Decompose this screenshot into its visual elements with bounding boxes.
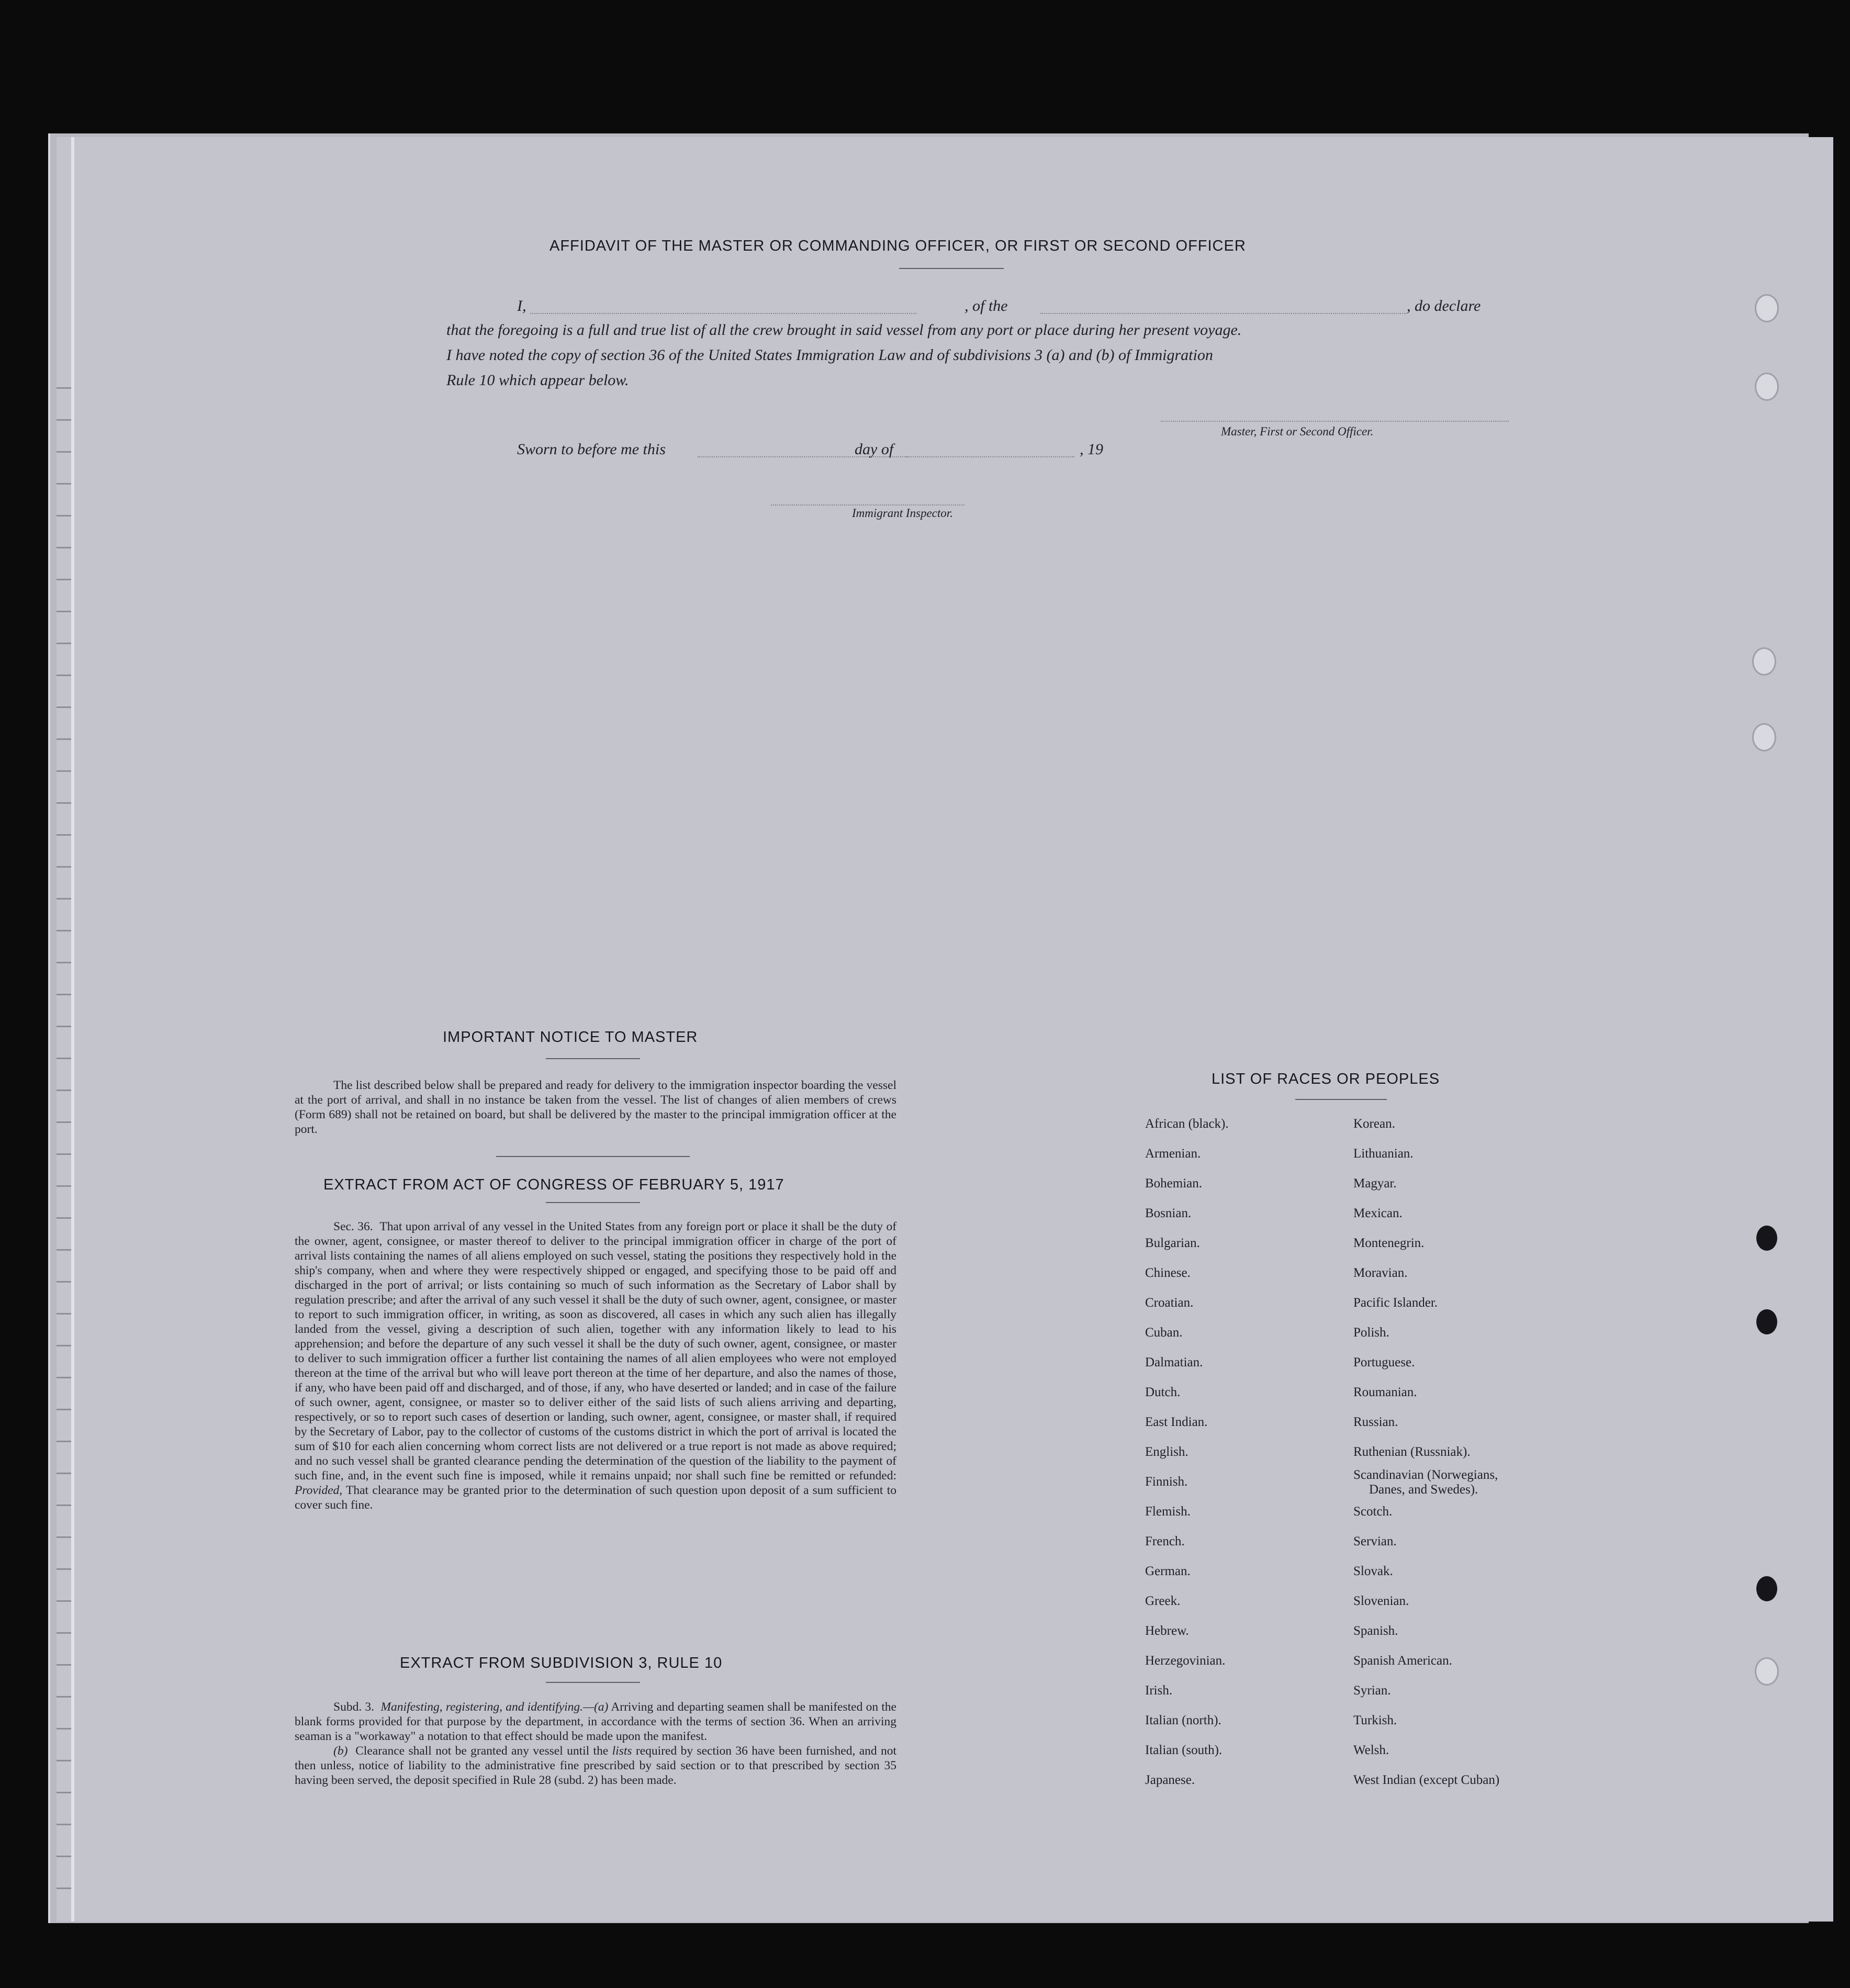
race-item: Turkish. (1353, 1713, 1397, 1727)
day-of-text: day of (855, 441, 894, 458)
act-rule (546, 1202, 640, 1203)
rule-subd-heading: Manifesting, registering, and identifying.—(a) (380, 1700, 609, 1714)
race-item: Russian. (1353, 1415, 1398, 1429)
punch-hole (1752, 723, 1776, 751)
rule-lists-word: lists (612, 1744, 632, 1758)
sworn-month-blank[interactable] (907, 455, 1074, 457)
race-item: Bulgarian. (1145, 1236, 1200, 1250)
race-item: Polish. (1353, 1326, 1389, 1340)
affidavit-title: AFFIDAVIT OF THE MASTER OR COMMANDING OFFICER, OR FIRST OR SECOND OFFICER (550, 238, 1246, 254)
race-item: Syrian. (1353, 1683, 1391, 1698)
race-item: Welsh. (1353, 1743, 1389, 1757)
act-title: EXTRACT FROM ACT OF CONGRESS OF FEBRUARY 5, 1917 (323, 1176, 784, 1193)
race-item: Dalmatian. (1145, 1355, 1203, 1369)
race-item: Portuguese. (1353, 1355, 1415, 1369)
affidavit-declare: , do declare (1407, 297, 1481, 315)
race-item: French. (1145, 1534, 1185, 1548)
year-prefix: , 19 (1080, 441, 1103, 458)
affidavit-line-4: Rule 10 which appear below. (446, 372, 629, 389)
affidavit-line-3: I have noted the copy of section 36 of the United States Immigration Law and of subdivisions 3 (a) and (b) of Immigration (446, 346, 1213, 364)
act-provided: Provided, (295, 1484, 343, 1497)
notice-rule (546, 1058, 640, 1059)
affidavit-i: I, (517, 297, 526, 315)
vessel-blank[interactable] (1040, 312, 1407, 314)
act-body: That upon arrival of any vessel in the United States from any foreign port or place it shall be the duty of the owner, agent, consignee, or master thereof to deliver to the principal immigration officer in charge of the port of arrival lists containing the names of all aliens employed on such vessel, stating the positions they respectively hold in the ship's company, when and where they were respectively shipped or engaged, and specifying those to be paid off and discharged in the port of arrival; or lists containing so much of such information as the Secretary of Labor shall by regulation prescribe; and after the arrival of any such vessel it shall be the duty of such owner, agent, consignee, or master to report to such immigration officer, in writing, as soon as discovered, all cases in which any such alien has illegally landed from the vessel, giving a description of such alien, together with any information likely to lead to his apprehension; and before the departure of any such vessel it shall be the duty of such owner, agent, consignee, or master to deliver to such immigration officer a further list containing the names of all alien employees who were not employed thereon at the time of the arrival but who will leave port thereon at the time of her departure, and also the names of those, if any, who have been paid off and discharged, and of those, if any, who have deserted or landed; and in case of the failure of such owner, agent, consignee, or master so to deliver either of the said lists of such aliens arriving and departing, respectively, or so to report such cases of desertion or landing, such owner, agent, consignee, or master shall, if required by the Secretary of Labor, pay to the collector of customs of the customs district in which the port of arrival is located the sum of $10 for each alien concerning whom correct lists are not delivered or a true report is not made as above required; and no such vessel shall be granted clearance pending the determination of the question of the liability to the payment of such fine, and, in the event such fine is imposed, while it remains unpaid; nor shall such fine be remitted or refunded: (295, 1220, 897, 1482)
race-item: East Indian. (1145, 1415, 1208, 1429)
race-item: Italian (south). (1145, 1743, 1223, 1757)
race-item: Herzegovinian. (1145, 1654, 1226, 1668)
rule-text-b2: required by section 36 have been furnished, and not then unless, notice of liability to the administrative fine prescribed by said section or to that prescribed by section 35 having been served, the deposit specified in Rule 28 (subd. 2) has been made. (295, 1744, 897, 1787)
race-item: Lithuanian. (1353, 1147, 1414, 1161)
master-signature-label: Master, First or Second Officer. (1221, 425, 1374, 438)
race-item: Ruthenian (Russniak). (1353, 1445, 1471, 1459)
races-title: LIST OF RACES OR PEOPLES (1212, 1071, 1440, 1087)
ledger-edge-lines (57, 357, 71, 1916)
act-section-label: Sec. 36. (333, 1220, 373, 1233)
title-rule (899, 268, 1004, 269)
punch-hole (1755, 373, 1779, 401)
race-item: Scandinavian (Norwegians, (1353, 1468, 1498, 1482)
race-item: Italian (north). (1145, 1713, 1221, 1727)
punch-hole (1756, 1309, 1777, 1334)
notice-title: IMPORTANT NOTICE TO MASTER (443, 1029, 698, 1046)
rule-text (295, 1700, 896, 1788)
race-item: Servian. (1353, 1534, 1397, 1548)
page-edge (71, 137, 74, 1922)
races-rule (1295, 1099, 1387, 1100)
race-item: Greek. (1145, 1594, 1181, 1608)
section-divider (496, 1156, 690, 1157)
race-item: Croatian. (1145, 1296, 1194, 1310)
race-item: Hebrew. (1145, 1624, 1189, 1638)
race-item: Montenegrin. (1353, 1236, 1425, 1250)
rule-text-b1: Clearance shall not be granted any vessel until the (355, 1744, 609, 1758)
race-item: Korean. (1353, 1117, 1395, 1131)
inspector-label: Immigrant Inspector. (852, 507, 953, 520)
race-item: Dutch. (1145, 1385, 1181, 1399)
race-item: Magyar. (1353, 1176, 1397, 1190)
punch-hole (1755, 1657, 1779, 1686)
rule-b-label: (b) (333, 1744, 348, 1758)
race-item: West Indian (except Cuban) (1353, 1773, 1500, 1787)
race-item: Irish. (1145, 1683, 1173, 1698)
inspector-signature-blank[interactable] (771, 503, 965, 506)
punch-hole (1756, 1226, 1777, 1251)
affidavit-of-the: , of the (965, 297, 1008, 315)
race-item: Pacific Islander. (1353, 1296, 1438, 1310)
race-item: Spanish. (1353, 1624, 1398, 1638)
rule-subd-label: Subd. 3. (333, 1700, 375, 1714)
sworn-text: Sworn to before me this (517, 441, 666, 458)
race-item: Armenian. (1145, 1147, 1201, 1161)
master-signature-blank[interactable] (1161, 420, 1509, 422)
race-item: English. (1145, 1445, 1189, 1459)
race-item: Cuban. (1145, 1326, 1183, 1340)
act-text (295, 1219, 896, 1512)
affidavit-line-2: that the foregoing is a full and true list of all the crew brought in said vessel from any port or place during her present voyage. (446, 321, 1242, 339)
race-item: Bohemian. (1145, 1176, 1203, 1190)
race-item: Mexican. (1353, 1206, 1403, 1220)
notice-text: The list described below shall be prepared and ready for delivery to the immigration inspector boarding the vessel at the port of arrival, and shall in no instance be taken from the vessel. The list of changes of alien members of crews (Form 689) shall not be retained on board, but shall be delivered by the master to the principal immigration officer at the port. (295, 1079, 896, 1136)
race-item: Slovenian. (1353, 1594, 1409, 1608)
punch-hole (1755, 294, 1779, 322)
race-item: Scotch. (1353, 1504, 1393, 1519)
rule-title: EXTRACT FROM SUBDIVISION 3, RULE 10 (400, 1655, 723, 1671)
rule-rule (546, 1682, 640, 1683)
act-body-end: That clearance may be granted prior to the determination of such question upon deposit of a sum sufficient to cover such fine. (295, 1484, 896, 1512)
race-item: Roumanian. (1353, 1385, 1417, 1399)
race-item: Spanish American. (1353, 1654, 1452, 1668)
race-item: Finnish. (1145, 1475, 1188, 1489)
rule-text-a: Arriving and departing seamen shall be manifested on the blank forms provided for that purpose by the department, in accordance with the terms of section 36. When an arriving seaman is a "workaway" a notation to that effect should be made upon the manifest. (295, 1700, 896, 1743)
document-page (57, 137, 1833, 1922)
race-item-continuation: Danes, and Swedes). (1369, 1482, 1478, 1497)
race-item: Flemish. (1145, 1504, 1191, 1519)
race-item: Chinese. (1145, 1266, 1191, 1280)
race-item: Bosnian. (1145, 1206, 1192, 1220)
race-item: Japanese. (1145, 1773, 1195, 1787)
race-item: Slovak. (1353, 1564, 1393, 1578)
punch-hole (1756, 1576, 1777, 1601)
name-blank[interactable] (530, 312, 916, 314)
race-item: German. (1145, 1564, 1191, 1578)
race-item: African (black). (1145, 1117, 1229, 1131)
race-item: Moravian. (1353, 1266, 1408, 1280)
punch-hole (1752, 647, 1776, 676)
